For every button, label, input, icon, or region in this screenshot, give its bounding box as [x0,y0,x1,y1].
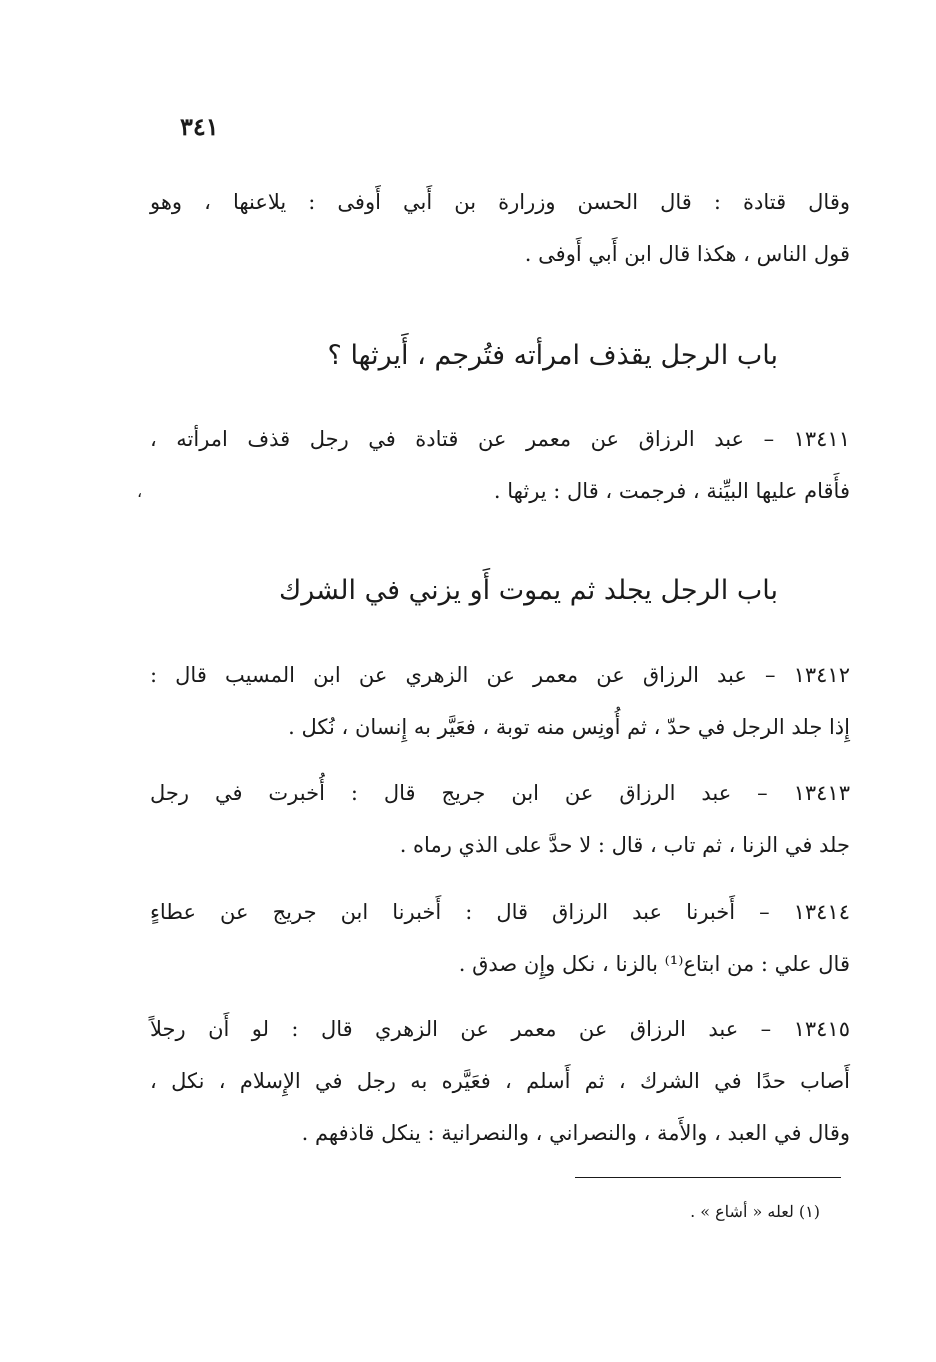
text-line: ١٣٤١٢ – عبد الرزاق عن معمر عن الزهري عن ابن المسيب قال : [150,663,850,687]
hadith-entry-13412 [150,649,850,753]
margin-mark: ، [137,482,143,501]
text-line: جلد في الزنا ، ثم تاب ، قال : لا حدَّ على الذي رماه . [399,833,850,857]
hadith-entry-13415 [150,1003,850,1159]
page-number: ٣٤١ [180,112,219,141]
text-line: وقال قتادة : قال الحسن وزرارة بن أَبي أَوفى : يلاعنها ، وهو [150,190,850,214]
text-line: قول الناس ، هكذا قال ابن أَبي أَوفى . [524,242,850,266]
chapter-heading: باب الرجل يجلد ثم يموت أَو يزني في الشرك [279,575,778,606]
text-line: ١٣٤١٤ – أَخبرنا عبد الرزاق قال : أَخبرنا ابن جريج عن عطاءٍ [150,900,850,924]
intro-paragraph [150,176,850,280]
text-line: ١٣٤١١ – عبد الرزاق عن معمر عن قتادة في رجل قذف امرأته ، [150,427,850,451]
hadith-entry-13411 [150,413,850,517]
text-line: إِذا جلد الرجل في حدّ ، ثم أُونِس منه توبة ، فعَيَّر به إِنسان ، نُكل . [288,715,850,739]
hadith-entry-13413 [150,767,850,871]
hadith-entry-13414 [150,886,850,990]
text-line: ١٣٤١٥ – عبد الرزاق عن معمر عن الزهري قال : لو أَن رجلاً [150,1017,850,1041]
text-line: أَصاب حدًا في الشرك ، ثم أَسلم ، فعَيَّره به رجل في الإِسلام ، نكل ، [150,1069,850,1093]
text-line: وقال في العبد ، والأَمة ، والنصراني ، والنصرانية : ينكل قاذفهم . [301,1121,850,1145]
chapter-heading: باب الرجل يقذف امرأته فتُرجم ، أَيرثها ؟ [327,340,778,371]
text-line: فأَقام عليها البيِّنة ، فرجمت ، قال : يرثها . [493,479,850,503]
footnote-separator [575,1177,841,1178]
text-line: ١٣٤١٣ – عبد الرزاق عن ابن جريج قال : أُخبرت في رجل [150,781,850,805]
footnote: (١) لعله « أشاع » . [690,1202,820,1221]
text-line: قال علي : من ابتاع⁽¹⁾ بالزنا ، نكل وإِن صدق . [458,952,850,976]
